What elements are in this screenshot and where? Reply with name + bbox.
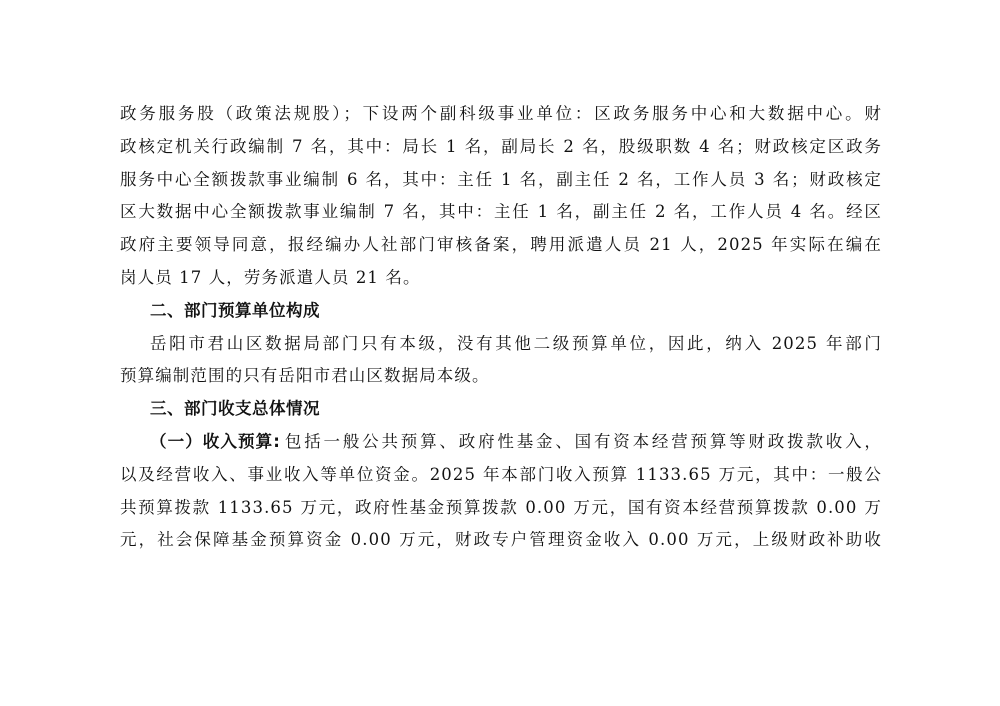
paragraph-line: 岗人员 17 人，劳务派遣人员 21 名。: [120, 267, 421, 287]
paragraph-line: 预算编制范围的只有岳阳市君山区数据局本级。: [120, 366, 490, 386]
subsection-label: （一）收入预算:: [150, 431, 281, 451]
paragraph-line: 共预算拨款 1133.65 万元，政府性基金预算拨款 0.00 万元，国有资本经营预算拨款 0.00 万: [120, 497, 882, 517]
paragraph-text: 包括一般公共预算、政府性基金、国有资本经营预算等财政拨款收入，: [284, 431, 882, 451]
paragraph-line: 政务服务股（政策法规股）；下设两个副科级事业单位：区政务服务中心和大数据中心。财: [120, 104, 882, 123]
paragraph-line: 以及经营收入、事业收入等单位资金。2025 年本部门收入预算 1133.65 万元，其中：一般公: [120, 464, 882, 484]
paragraph-line: 服务中心全额拨款事业编制 6 名，其中：主任 1 名，副主任 2 名，工作人员 3 名；财政核定: [120, 169, 882, 189]
paragraph-line: [120, 426, 882, 459]
paragraph-line: 元，社会保障基金预算资金 0.00 万元，财政专户管理资金收入 0.00 万元，上级财政补助收: [120, 530, 882, 550]
section-heading: 二、部门预算单位构成: [150, 300, 320, 320]
paragraph-line: 政核定机关行政编制 7 名，其中：局长 1 名，副局长 2 名，股级职数 4 名；财政核定区政务: [120, 136, 882, 156]
paragraph-line: 岳阳市君山区数据局部门只有本级，没有其他二级预算单位，因此，纳入 2025 年部门: [150, 333, 882, 353]
paragraph-line: 区大数据中心全额拨款事业编制 7 名，其中：主任 1 名，副主任 2 名，工作人员 4 名。经区: [120, 202, 882, 222]
section-heading: 三、部门收支总体情况: [150, 399, 320, 419]
paragraph-line: 政府主要领导同意，报经编办人社部门审核备案，聘用派遣人员 21 人，2025 年实际在编在: [120, 235, 882, 255]
document-page: [120, 98, 882, 557]
